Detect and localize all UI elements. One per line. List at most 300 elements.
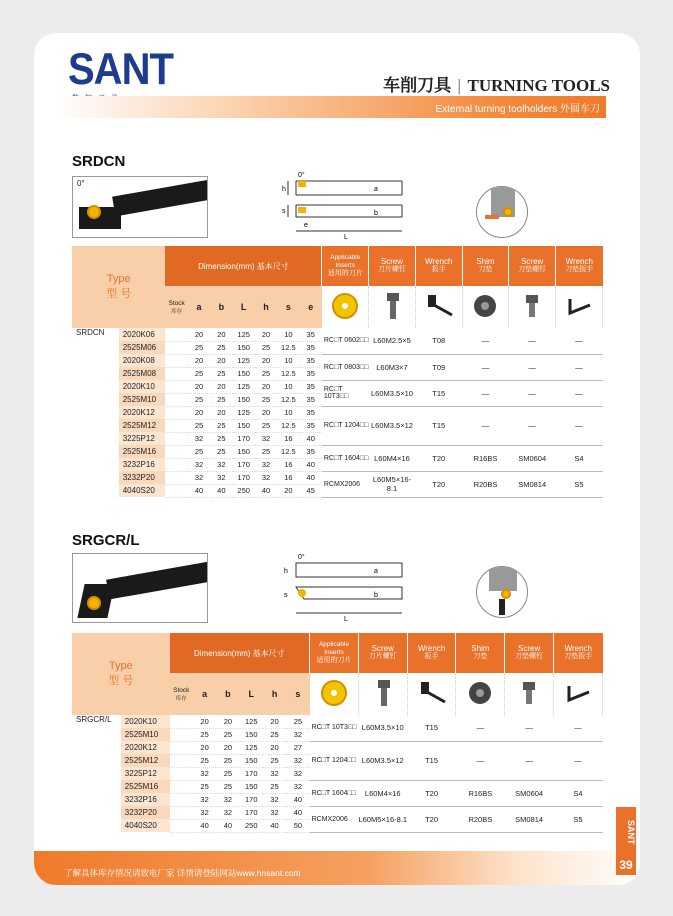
stock-cell <box>165 471 187 484</box>
model-code: 4040S20 <box>121 819 170 832</box>
dim-s: 16 <box>277 458 299 471</box>
dim-a: 25 <box>188 419 210 432</box>
hex-key-icon <box>564 291 594 321</box>
toolholder-shank <box>106 561 208 600</box>
dim-a: 40 <box>188 484 210 497</box>
dim-e: 35 <box>300 380 322 393</box>
accessory-insert: RCMX2006 <box>310 806 359 832</box>
dim-l: 125 <box>233 380 255 393</box>
dim-col-h: h <box>263 673 286 715</box>
dim-a: 25 <box>188 341 210 354</box>
shim-screw-icon <box>517 291 547 321</box>
accessory-shim: — <box>456 741 505 780</box>
model-code: 3225P12 <box>119 432 166 445</box>
stock-cell <box>170 806 193 819</box>
accessory-insert: RC□T 0803□□ <box>322 354 369 380</box>
dim-h: 20 <box>255 380 277 393</box>
model-code: 3232P16 <box>119 458 166 471</box>
accessory-picture <box>556 286 603 328</box>
stock-cell <box>170 754 193 767</box>
stock-header: Stock 库存 <box>170 673 193 715</box>
accessory-shim-screw: — <box>509 354 556 380</box>
dim-e: 40 <box>300 471 322 484</box>
accessory-shim-wrench: — <box>556 380 603 406</box>
dim-l: 125 <box>233 406 255 419</box>
svg-text:L: L <box>344 616 348 621</box>
dim-h: 25 <box>255 393 277 406</box>
dim-a: 32 <box>188 471 210 484</box>
accessory-screw: L60M4×16 <box>369 445 416 471</box>
footer-bar <box>34 851 640 885</box>
accessory-wrench: T20 <box>407 806 456 832</box>
accessory-shim-screw: SM0814 <box>505 806 554 832</box>
dim-a: 20 <box>193 715 216 728</box>
page-number: 39 <box>616 855 636 875</box>
dim-l: 170 <box>240 793 263 806</box>
dimension-drawing-srgcr <box>274 551 414 621</box>
svg-text:0°: 0° <box>298 554 305 561</box>
accessory-header: Wrench 刀垫扳手 <box>556 246 603 286</box>
svg-text:b: b <box>374 592 378 599</box>
table-row <box>72 328 603 341</box>
dim-s: 16 <box>277 432 299 445</box>
accessory-insert: RC□T 1204□□ <box>310 741 359 780</box>
dim-a: 20 <box>193 741 216 754</box>
wrench-icon <box>424 291 454 321</box>
accessory-header: Wrench 扳手 <box>415 246 462 286</box>
stock-cell <box>165 458 187 471</box>
svg-text:s: s <box>284 592 288 599</box>
model-code: 3232P20 <box>119 471 166 484</box>
dim-a: 32 <box>193 793 216 806</box>
dim-s: 16 <box>277 471 299 484</box>
accessory-picture <box>509 286 556 328</box>
dim-b: 20 <box>216 715 239 728</box>
dim-e: 35 <box>300 419 322 432</box>
dim-b: 25 <box>216 780 239 793</box>
accessory-wrench: T09 <box>415 354 462 380</box>
dim-e: 35 <box>300 406 322 419</box>
dim-a: 25 <box>188 445 210 458</box>
accessory-picture <box>554 673 603 715</box>
machining-diagram-srdcn <box>476 186 528 238</box>
dim-l: 150 <box>233 367 255 380</box>
accessory-shim-screw: — <box>505 715 554 741</box>
svg-text:0°: 0° <box>298 172 305 179</box>
dim-s: 20 <box>277 484 299 497</box>
stock-cell <box>165 419 187 432</box>
dim-col-L: L <box>233 286 255 328</box>
model-code: 2020K10 <box>119 380 166 393</box>
accessory-shim: R16BS <box>462 445 509 471</box>
dim-col-e: e <box>300 286 322 328</box>
model-code: 2525M16 <box>119 445 166 458</box>
dim-b: 25 <box>210 393 232 406</box>
stock-cell <box>170 741 193 754</box>
accessory-shim-screw: — <box>509 406 556 445</box>
table-row <box>72 354 603 367</box>
table-row <box>72 806 603 819</box>
dim-b: 25 <box>216 754 239 767</box>
dim-h: 40 <box>263 819 286 832</box>
accessory-picture <box>505 673 554 715</box>
spec-table-srgcr <box>72 633 603 833</box>
accessory-picture <box>310 673 359 715</box>
dim-e: 40 <box>300 432 322 445</box>
dim-l: 170 <box>240 806 263 819</box>
dim-l: 150 <box>233 341 255 354</box>
stock-cell <box>165 328 187 341</box>
accessory-header: Shim 刀垫 <box>456 633 505 673</box>
dim-l: 150 <box>233 445 255 458</box>
dim-col-L: L <box>240 673 263 715</box>
dim-s: 12.5 <box>277 419 299 432</box>
dim-a: 25 <box>193 780 216 793</box>
dim-h: 25 <box>255 341 277 354</box>
dim-s: 10 <box>277 328 299 341</box>
brand-logo <box>68 44 173 103</box>
accessory-screw: L60M2.5×5 <box>369 328 416 354</box>
type-name: SRGCR/L <box>76 715 112 724</box>
screw-icon <box>368 678 398 708</box>
dim-b: 20 <box>210 354 232 367</box>
model-code: 2020K06 <box>119 328 166 341</box>
accessory-shim-wrench: S5 <box>554 806 603 832</box>
table-row <box>72 471 603 484</box>
stock-cell <box>170 819 193 832</box>
dim-b: 20 <box>210 380 232 393</box>
stock-cell <box>170 715 193 728</box>
dim-b: 32 <box>216 806 239 819</box>
accessory-shim: — <box>462 354 509 380</box>
accessory-insert: RCMX2006 <box>322 471 369 497</box>
dim-s: 10 <box>277 354 299 367</box>
accessory-insert: RC□T 10T3□□ <box>310 715 359 741</box>
dim-a: 32 <box>193 806 216 819</box>
type-name: SRDCN <box>76 328 105 337</box>
stock-cell <box>165 432 187 445</box>
model-code: 2020K12 <box>121 741 170 754</box>
dim-b: 25 <box>210 367 232 380</box>
dim-l: 150 <box>233 393 255 406</box>
accessory-screw: L60M5×16-8.1 <box>369 471 416 497</box>
accessory-insert: RC□T 1604□□ <box>322 445 369 471</box>
dim-a: 25 <box>188 367 210 380</box>
dim-h: 20 <box>263 741 286 754</box>
dim-l: 250 <box>240 819 263 832</box>
dim-a: 20 <box>188 406 210 419</box>
accessory-shim-wrench: S4 <box>556 445 603 471</box>
accessory-header: Screw 刀垫螺钉 <box>505 633 554 673</box>
accessory-picture <box>358 673 407 715</box>
dim-e: 35 <box>300 328 322 341</box>
dim-s: 10 <box>277 380 299 393</box>
dim-s: 12.5 <box>277 393 299 406</box>
dim-b: 40 <box>216 819 239 832</box>
dim-b: 25 <box>216 767 239 780</box>
accessory-shim: R16BS <box>456 780 505 806</box>
dim-h: 25 <box>263 780 286 793</box>
dim-l: 125 <box>233 328 255 341</box>
accessory-screw: L60M3.5×12 <box>369 406 416 445</box>
dim-h: 32 <box>263 767 286 780</box>
dim-b: 20 <box>216 741 239 754</box>
svg-text:h: h <box>284 568 288 575</box>
accessory-shim-wrench: S5 <box>556 471 603 497</box>
dim-h: 32 <box>255 471 277 484</box>
category-banner <box>54 96 606 118</box>
accessory-picture <box>369 286 416 328</box>
machining-diagram-srgcr <box>476 566 528 618</box>
stock-cell <box>165 380 187 393</box>
stock-cell <box>170 728 193 741</box>
dim-a: 20 <box>188 354 210 367</box>
accessory-wrench: T15 <box>415 380 462 406</box>
dim-e: 35 <box>300 354 322 367</box>
catalog-page <box>34 33 640 885</box>
stock-cell <box>165 367 187 380</box>
dim-col-s: s <box>286 673 309 715</box>
accessory-screw: L60M3×7 <box>369 354 416 380</box>
dim-h: 32 <box>263 806 286 819</box>
stock-cell <box>170 780 193 793</box>
dim-h: 25 <box>263 728 286 741</box>
svg-text:L: L <box>344 234 348 241</box>
insert-icon <box>330 291 360 321</box>
shim-icon <box>465 678 495 708</box>
model-code: 2525M10 <box>119 393 166 406</box>
svg-text:h: h <box>282 186 286 193</box>
dim-col-b: b <box>210 286 232 328</box>
footer-text: 了解具体库存情况请致电厂家 详情请登陆网站www.hnsant.com <box>64 868 301 878</box>
model-code: 2525M12 <box>121 754 170 767</box>
dim-h: 20 <box>255 354 277 367</box>
model-code: 4040S20 <box>119 484 166 497</box>
model-code: 3232P20 <box>121 806 170 819</box>
accessory-insert: RC□T 1204□□ <box>322 406 369 445</box>
model-code: 2525M10 <box>121 728 170 741</box>
table-row <box>72 445 603 458</box>
accessory-picture <box>462 286 509 328</box>
accessory-header: Screw 刀片螺钉 <box>369 246 416 286</box>
dim-h: 20 <box>263 715 286 728</box>
dim-l: 150 <box>240 754 263 767</box>
logo-text: SANT <box>68 44 173 95</box>
accessory-screw: L60M4×16 <box>358 780 407 806</box>
accessory-header: Wrench 刀垫扳手 <box>554 633 603 673</box>
dim-h: 25 <box>255 367 277 380</box>
type-header: Type 型 号 <box>72 246 165 328</box>
dim-a: 32 <box>188 432 210 445</box>
dim-col-a: a <box>188 286 210 328</box>
accessory-shim-wrench: — <box>556 354 603 380</box>
dim-a: 20 <box>188 328 210 341</box>
accessory-wrench: T20 <box>407 780 456 806</box>
dim-e: 35 <box>300 341 322 354</box>
dim-h: 20 <box>255 328 277 341</box>
insert-icon <box>319 678 349 708</box>
accessory-picture <box>456 673 505 715</box>
dim-s: 40 <box>286 806 309 819</box>
accessory-wrench: T15 <box>407 741 456 780</box>
tool-photo-srgcr <box>72 553 208 623</box>
dim-e: 35 <box>300 367 322 380</box>
dimension-drawing-srdcn <box>274 171 414 241</box>
hex-key-icon <box>563 678 593 708</box>
title-cn: 车削刀具 <box>383 76 452 95</box>
dim-b: 25 <box>210 445 232 458</box>
dim-a: 32 <box>193 767 216 780</box>
title-en: TURNING TOOLS <box>467 76 610 95</box>
dim-h: 25 <box>255 419 277 432</box>
model-code: 2020K10 <box>121 715 170 728</box>
model-code: 3232P16 <box>121 793 170 806</box>
dim-s: 27 <box>286 741 309 754</box>
model-code: 2020K08 <box>119 354 166 367</box>
dim-a: 20 <box>188 380 210 393</box>
accessory-insert: RC□T 10T3□□ <box>322 380 369 406</box>
accessory-insert: RC□T 1604□□ <box>310 780 359 806</box>
dim-h: 20 <box>255 406 277 419</box>
dim-l: 150 <box>233 419 255 432</box>
dim-b: 20 <box>210 406 232 419</box>
dim-l: 170 <box>233 471 255 484</box>
accessory-wrench: T08 <box>415 328 462 354</box>
shim-icon <box>470 291 500 321</box>
accessory-header: Shim 刀垫 <box>462 246 509 286</box>
accessory-shim-screw: SM0814 <box>509 471 556 497</box>
dim-a: 25 <box>193 728 216 741</box>
angle-label: 0° <box>77 179 85 188</box>
dimension-header: Dimension(mm) 基本尺寸 <box>170 633 310 673</box>
accessory-shim-screw: — <box>509 380 556 406</box>
title-separator: | <box>457 76 462 95</box>
stock-cell <box>165 484 187 497</box>
dim-col-b: b <box>216 673 239 715</box>
accessory-shim-wrench: — <box>556 328 603 354</box>
table-row <box>72 715 603 728</box>
stock-cell <box>165 445 187 458</box>
accessory-shim-wrench: — <box>554 715 603 741</box>
dim-b: 25 <box>210 432 232 445</box>
dim-l: 170 <box>233 458 255 471</box>
model-code: 2525M08 <box>119 367 166 380</box>
dim-b: 20 <box>210 328 232 341</box>
round-insert-icon <box>87 205 101 219</box>
accessory-picture <box>322 286 369 328</box>
dim-l: 150 <box>240 780 263 793</box>
accessory-picture <box>407 673 456 715</box>
model-code: 2525M06 <box>119 341 166 354</box>
dim-h: 32 <box>263 793 286 806</box>
model-code: 2525M16 <box>121 780 170 793</box>
accessory-shim-screw: SM0604 <box>509 445 556 471</box>
accessory-screw: L60M3.5×10 <box>369 380 416 406</box>
dim-b: 32 <box>210 471 232 484</box>
table-row <box>72 741 603 754</box>
dim-s: 10 <box>277 406 299 419</box>
model-code: 2525M12 <box>119 419 166 432</box>
dim-b: 25 <box>216 728 239 741</box>
section-title-srdcn: SRDCN <box>72 153 126 170</box>
stock-cell <box>165 354 187 367</box>
dim-e: 40 <box>300 458 322 471</box>
dim-s: 50 <box>286 819 309 832</box>
accessory-header: Wrench 扳手 <box>407 633 456 673</box>
banner-text: External turning toolholders 外圆车刀 <box>435 104 600 115</box>
model-code: 2020K12 <box>119 406 166 419</box>
accessory-header: Screw 刀垫螺钉 <box>509 246 556 286</box>
section-title-srgcr: SRGCR/L <box>72 532 140 549</box>
svg-text:a: a <box>374 186 378 193</box>
dim-s: 12.5 <box>277 341 299 354</box>
dim-s: 32 <box>286 780 309 793</box>
dim-h: 32 <box>255 432 277 445</box>
stock-header: Stock 库存 <box>165 286 187 328</box>
accessory-shim-wrench: S4 <box>554 780 603 806</box>
stock-cell <box>170 767 193 780</box>
accessory-shim: — <box>456 715 505 741</box>
dim-h: 32 <box>255 458 277 471</box>
accessory-screw: L60M3.5×12 <box>358 741 407 780</box>
stock-cell <box>165 341 187 354</box>
svg-text:e: e <box>304 222 308 229</box>
dim-col-h: h <box>255 286 277 328</box>
dim-b: 32 <box>216 793 239 806</box>
dim-s: 12.5 <box>277 445 299 458</box>
shim-screw-icon <box>514 678 544 708</box>
dim-col-a: a <box>193 673 216 715</box>
accessory-picture <box>415 286 462 328</box>
stock-cell <box>165 393 187 406</box>
toolholder-shank <box>112 178 208 217</box>
screw-icon <box>377 291 407 321</box>
accessory-shim-wrench: — <box>554 741 603 780</box>
dim-l: 170 <box>233 432 255 445</box>
dim-l: 125 <box>233 354 255 367</box>
dim-h: 25 <box>255 445 277 458</box>
accessory-shim: — <box>462 406 509 445</box>
accessory-header: Applicable Inserts 适用的刀片 <box>322 246 369 286</box>
accessory-header: Applicable Inserts 适用的刀片 <box>310 633 359 673</box>
dim-l: 125 <box>240 741 263 754</box>
dim-l: 250 <box>233 484 255 497</box>
accessory-wrench: T15 <box>415 406 462 445</box>
tool-photo-srdcn <box>72 176 208 238</box>
dim-e: 35 <box>300 445 322 458</box>
svg-text:s: s <box>282 208 286 215</box>
accessory-header: Screw 刀片螺钉 <box>358 633 407 673</box>
accessory-wrench: T20 <box>415 445 462 471</box>
stock-cell <box>170 793 193 806</box>
table-row <box>72 380 603 393</box>
accessory-shim: — <box>462 328 509 354</box>
accessory-shim: — <box>462 380 509 406</box>
accessory-screw: L60M3.5×10 <box>358 715 407 741</box>
svg-text:b: b <box>374 210 378 217</box>
dim-l: 125 <box>240 715 263 728</box>
table-row <box>72 406 603 419</box>
dim-s: 25 <box>286 715 309 728</box>
stock-cell <box>165 406 187 419</box>
dim-s: 32 <box>286 728 309 741</box>
dim-s: 12.5 <box>277 367 299 380</box>
accessory-shim-wrench: — <box>556 406 603 445</box>
dim-b: 25 <box>210 419 232 432</box>
dim-a: 25 <box>193 754 216 767</box>
dim-a: 32 <box>188 458 210 471</box>
accessory-screw: L60M5×16-8.1 <box>358 806 407 832</box>
